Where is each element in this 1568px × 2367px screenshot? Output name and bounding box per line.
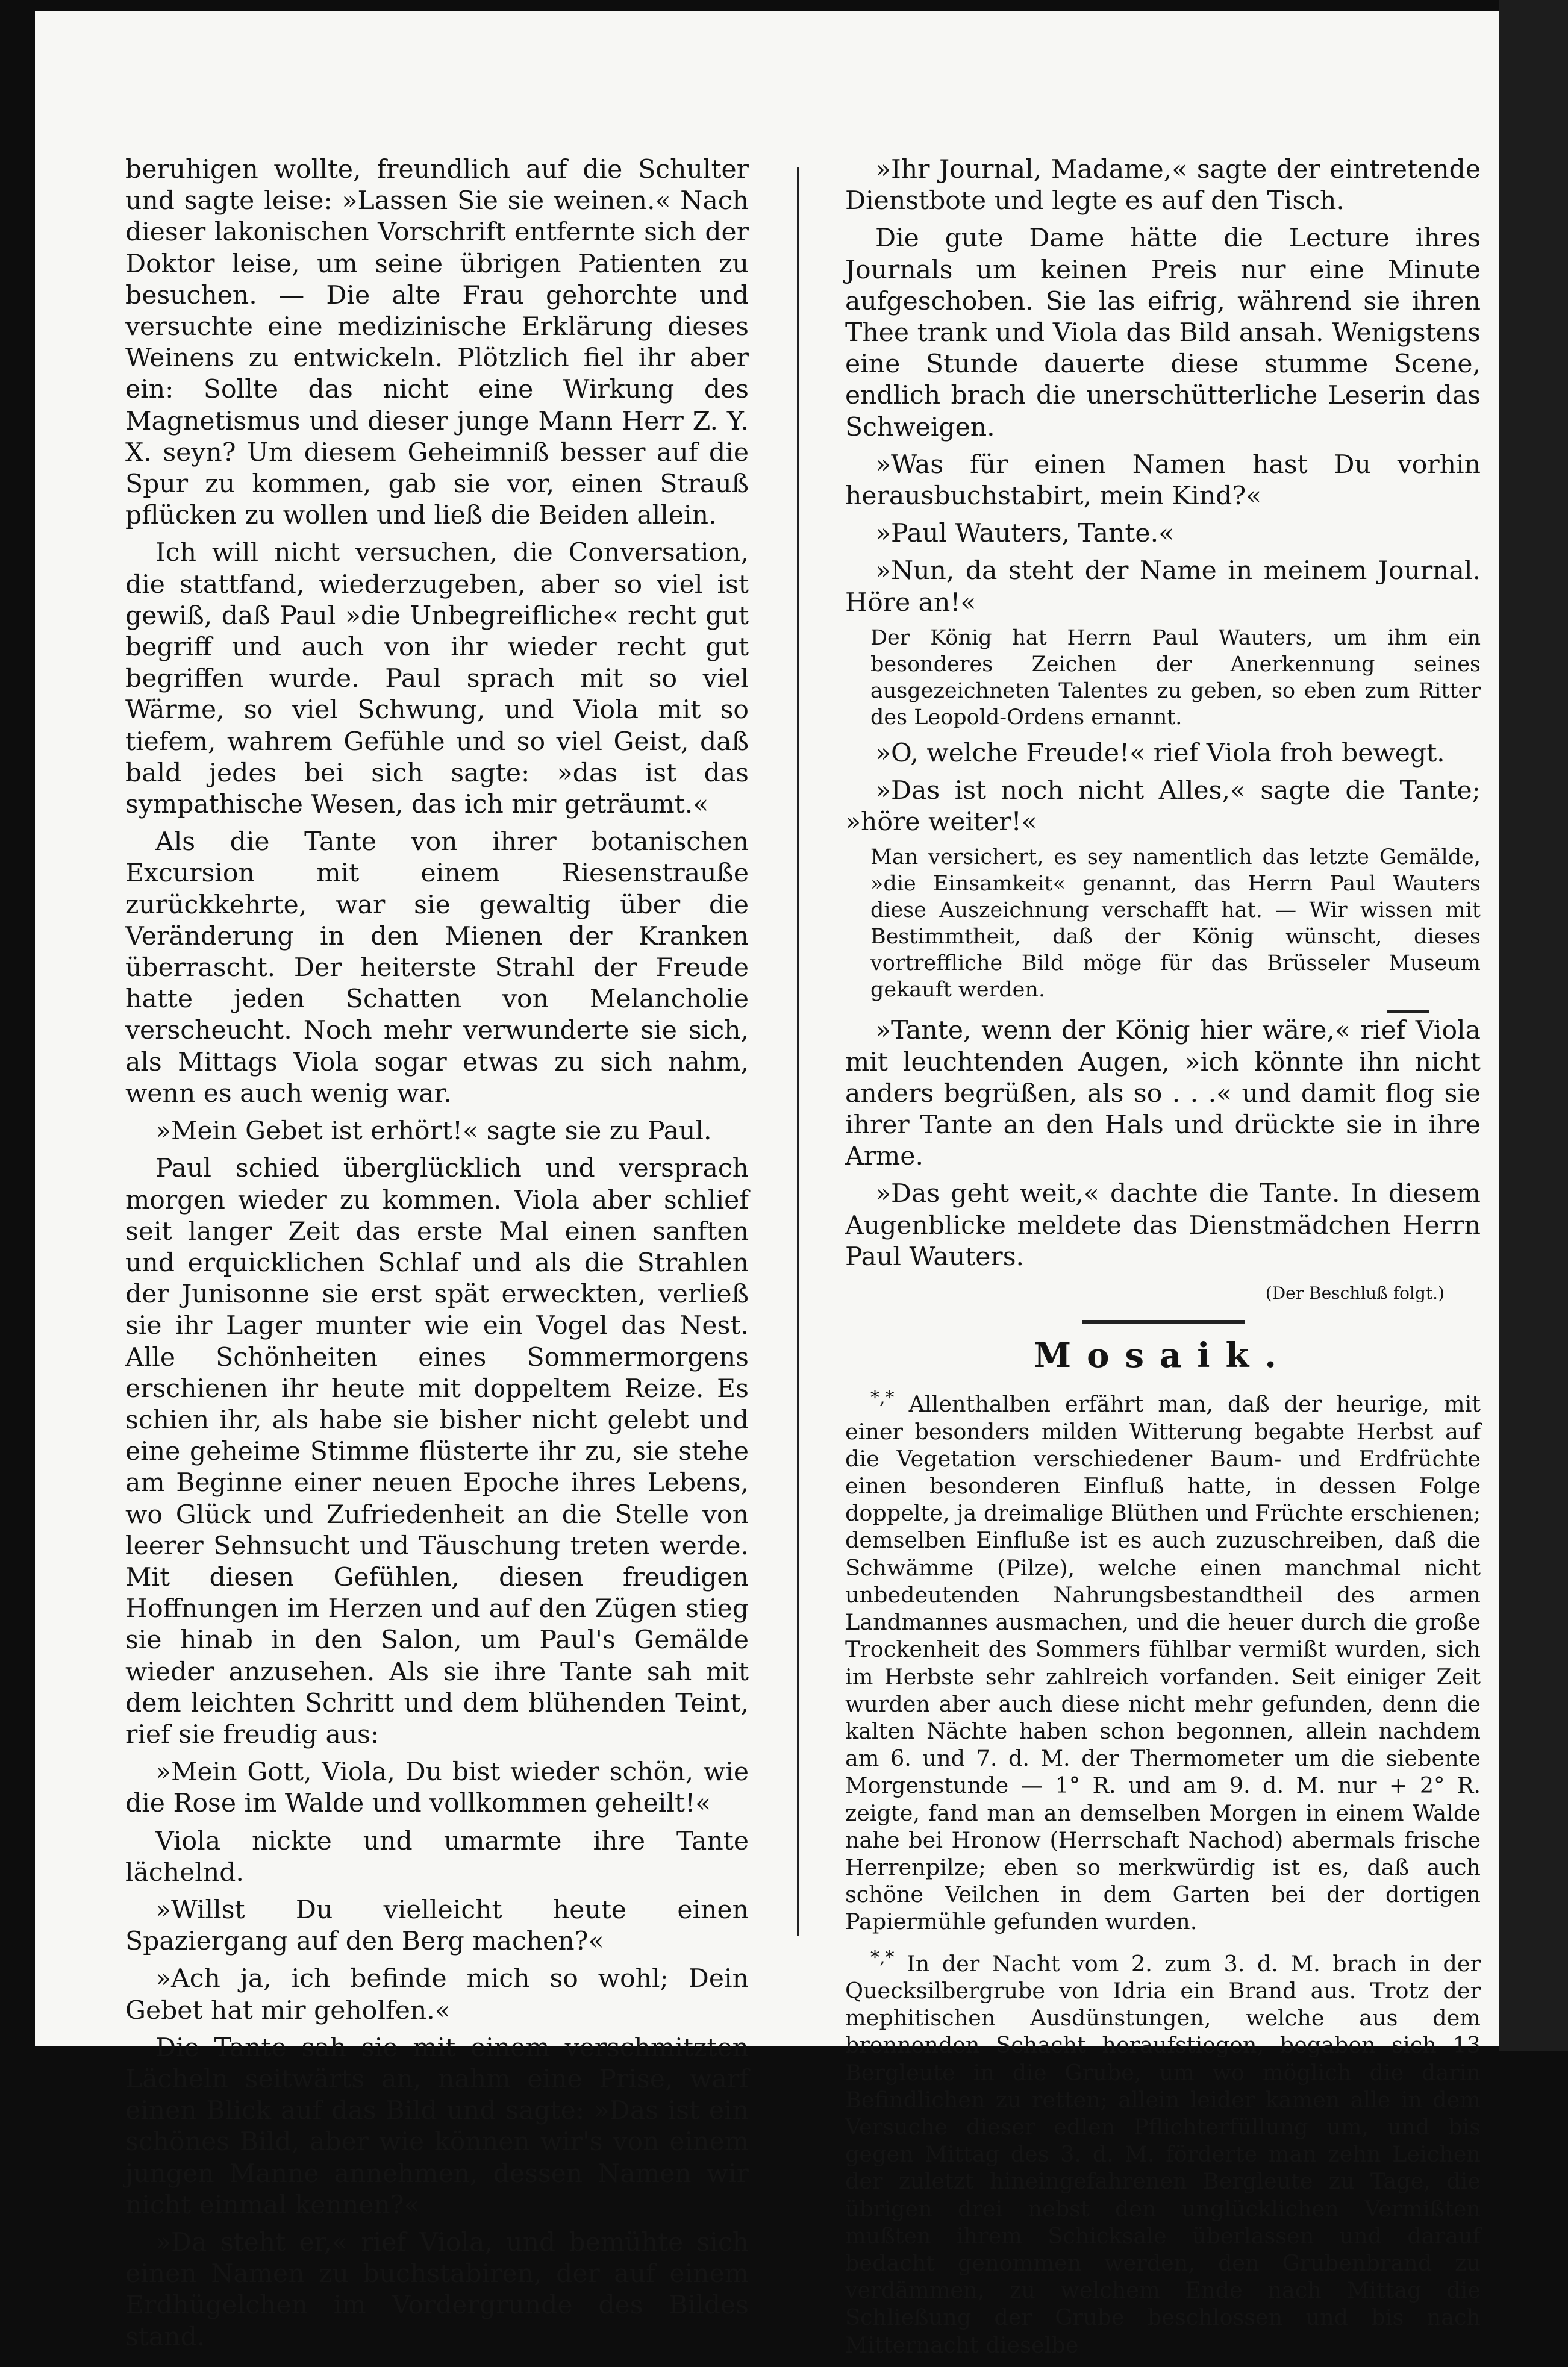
page-shadow-edge xyxy=(1499,0,1568,2051)
paragraph: »Da steht er,« rief Viola, und bemühte sich einen Namen zu buchstabiren, der auf einem Erdhügelchen im Vordergrunde des Bildes stand. xyxy=(125,2228,749,2352)
mosaik-item: *,* In der Nacht vom 2. zum 3. d. M. brach in der Quecksilbergrube von Idria ein Brand aus. Trotz der mephitischen Ausdünstungen, welche aus dem brennenden Schacht heraufstiegen, begaben sich 13 Bergleute in die Grube, um wo möglich die darin Befindlichen zu retten; allein leider kamen alle in dem Versuche dieser edlen Pflichterfüllung um, und bis gegen Mittag des 3. d. M. förderte man zehn Leichen der zuletzt hineingefahrenen Bergleute zu Tage, die übrigen drei nebst den unglücklichen Vermißten mußten ihrem Schicksale überlassen und darauf bedacht genommen werden, den Grubenbrand zu verdämmen, zu welchem Ende nach Mittag die Schließung der Grube beschlossen und bis nach Mitternacht dieselbe xyxy=(845,1946,1481,2358)
right-column xyxy=(845,154,1481,2367)
paragraph: »Das ist noch nicht Alles,« sagte die Tante; »höre weiter!« xyxy=(845,776,1481,837)
paragraph: »Was für einen Namen hast Du vorhin herausbuchstabirt, mein Kind?« xyxy=(845,449,1481,511)
paragraph: »Mein Gott, Viola, Du bist wieder schön, wie die Rose im Walde und vollkommen geheilt!« xyxy=(125,1757,749,1819)
section-rule xyxy=(1082,1320,1245,1324)
continuation-note: (Der Beschluß folgt.) xyxy=(1265,1283,1445,1304)
paragraph: Ich will nicht versuchen, die Conversation, die stattfand, wiederzugeben, aber so viel ist gewiß, daß Paul »die Unbegreifliche« recht gut begriff und auch von ihr wieder recht gut begriffen wurde. Paul sprach mit so viel Wärme, so viel Schwung, und Viola mit so tiefem, wahrem Gefühle und so viel Geist, daß bald jedes bei sich sagte: »das ist das sympathische Wesen, das ich mir geträumt.« xyxy=(125,538,749,820)
paragraph: Die Tante sah sie mit einem verschmitzten Lächeln seitwärts an, nahm eine Prise, warf einen Blick auf das Bild und sagte: »Das ist ein schönes Bild, aber wie können wir's von einem jungen Manne annehmen, dessen Namen wir nicht einmal kennen?« xyxy=(125,2033,749,2220)
paragraph: beruhigen wollte, freundlich auf die Schulter und sagte leise: »Lassen Sie sie weinen.« Nach dieser lakonischen Vorschrift entfernte sich der Doktor leise, um seine übrigen Patienten zu besuchen. — Die alte Frau gehorchte und versuchte eine medizinische Erklärung dieses Weinens zu entwickeln. Plötzlich fiel ihr aber ein: Sollte das nicht eine Wirkung des Magnetismus und dieser junge Mann Herr Z. Y. X. seyn? Um diesem Geheimniß besser auf die Spur zu kommen, gab sie vor, einen Strauß pflücken zu wollen und ließ die Beiden allein. xyxy=(125,155,749,531)
asterism: *,* xyxy=(870,1387,895,1409)
paragraph: »Mein Gebet ist erhört!« sagte sie zu Paul. xyxy=(155,1116,712,1146)
paragraph: »O, welche Freude!« rief Viola froh bewegt. xyxy=(875,738,1445,768)
paragraph: »Das geht weit,« dachte die Tante. In diesem Augenblicke meldete das Dienstmädchen Herrn Paul Wauters. xyxy=(845,1179,1481,1272)
paragraph: Paul schied überglücklich und versprach morgen wieder zu kommen. Viola aber schlief seit langer Zeit das erste Mal einen sanften und erquicklichen Schlaf und als die Strahlen der Junisonne sie erst spät erweckten, verließ sie ihr Lager munter wie ein Vogel das Nest. Alle Schönheiten eines Sommermorgens erschienen ihr heute mit doppeltem Reize. Es schien ihr, als habe sie bisher nicht gelebt und eine geheime Stimme flüsterte ihr zu, sie stehe am Beginne einer neuen Epoche ihres Lebens, wo Glück und Zufriedenheit an die Stelle von leerer Sehnsucht und Täuschung treten werde. Mit diesen Gefühlen, diesen freudigen Hoffnungen im Herzen und auf den Zügen stieg sie hinab in den Salon, um Paul's Gemälde wieder anzusehen. Als sie ihre Tante sah mit dem leichten Schritt und dem blühenden Teint, rief sie freudig aus: xyxy=(125,1154,749,1749)
paragraph: »Willst Du vielleicht heute einen Spaziergang auf den Berg machen?« xyxy=(125,1895,749,1957)
journal-notice: Man versichert, es sey namentlich das letzte Gemälde, »die Einsamkeit« genannt, das Herrn Paul Wauters diese Auszeichnung verschafft hat. — Wir wissen mit Bestimmtheit, daß der König wünscht, dieses vortreffliche Bild möge für das Brüsseler Museum gekauft werden. xyxy=(870,845,1481,1002)
paragraph: Die gute Dame hätte die Lecture ihres Journals um keinen Preis nur eine Minute aufgeschoben. Sie las eifrig, während sie ihren Thee trank und Viola das Bild ansah. Wenigstens eine Stunde dauerte diese stumme Scene, endlich brach die unerschütterliche Leserin das Schweigen. xyxy=(845,224,1481,442)
paragraph: Als die Tante von ihrer botanischen Excursion mit einem Riesenstrauße zurückkehrte, war sie gewaltig über die Veränderung in den Mienen der Kranken überrascht. Der heiterste Strahl der Freude hatte jeden Schatten von Melancholie verscheucht. Noch mehr verwunderte sie sich, als Mittags Viola sogar etwas zu sich nahm, wenn es auch wenig war. xyxy=(125,827,749,1108)
paragraph: »Tante, wenn der König hier wäre,« rief Viola mit leuchtenden Augen, »ich könnte ihn nicht anders begrüßen, als so . . .« und damit flog sie ihrer Tante an den Hals und drückte sie in ihre Arme. xyxy=(845,1016,1481,1172)
paragraph: »Nun, da steht der Name in meinem Journal. Höre an!« xyxy=(845,556,1481,618)
journal-notice: Der König hat Herrn Paul Wauters, um ihm ein besonderes Zeichen der Anerkennung seines ausgezeichneten Talentes zu geben, so eben zum Ritter des Leopold-Ordens ernannt. xyxy=(870,625,1481,730)
asterism: *,* xyxy=(870,1946,895,1968)
paragraph: Viola nickte und umarmte ihre Tante lächelnd. xyxy=(125,1826,749,1887)
newspaper-page xyxy=(35,11,1499,2358)
left-column xyxy=(125,154,749,2359)
paragraph: »Ihr Journal, Madame,« sagte der eintretende Dienstbote und legte es auf den Tisch. xyxy=(845,155,1481,216)
section-heading: Mosaik. xyxy=(1034,1336,1292,1376)
notice-end-rule xyxy=(1387,1010,1429,1013)
paragraph: »Paul Wauters, Tante.« xyxy=(875,519,1175,549)
paragraph: »Ach ja, ich befinde mich so wohl; Dein Gebet hat mir geholfen.« xyxy=(125,1964,749,2025)
mosaik-item: *,* Allenthalben erfährt man, daß der heurige, mit einer besonders milden Witterung begabte Herbst auf die Vegetation verschiedener Baum- und Erdfrüchte einen besonderen Einfluß hatte, in dessen Folge doppelte, ja dreimalige Blüthen und Früchte erschienen; demselben Einfluße ist es auch zuzuschreiben, daß die Schwämme (Pilze), welche einen manchmal nicht unbedeutenden Nahrungsbestandtheil des armen Landmannes ausmachen, und die heuer durch die große Trockenheit des Sommers fühlbar vermißt wurden, sich im Herbste sehr zahlreich vorfanden. Seit einiger Zeit wurden aber auch diese nicht mehr gefunden, denn die kalten Nächte haben schon begonnen, allein nachdem am 6. und 7. d. M. der Thermometer um die siebente Morgenstunde — 1° R. und am 9. d. M. nur + 2° R. zeigte, fand man an demselben Morgen in einem Walde nahe bei Hronow (Herrschaft Nachod) abermals frische Herrenpilze; eben so merkwürdig ist es, daß auch schöne Veilchen in dem Garten bei der dortigen Papiermühle gefunden wurden. xyxy=(845,1387,1481,1935)
column-divider xyxy=(797,167,799,1936)
